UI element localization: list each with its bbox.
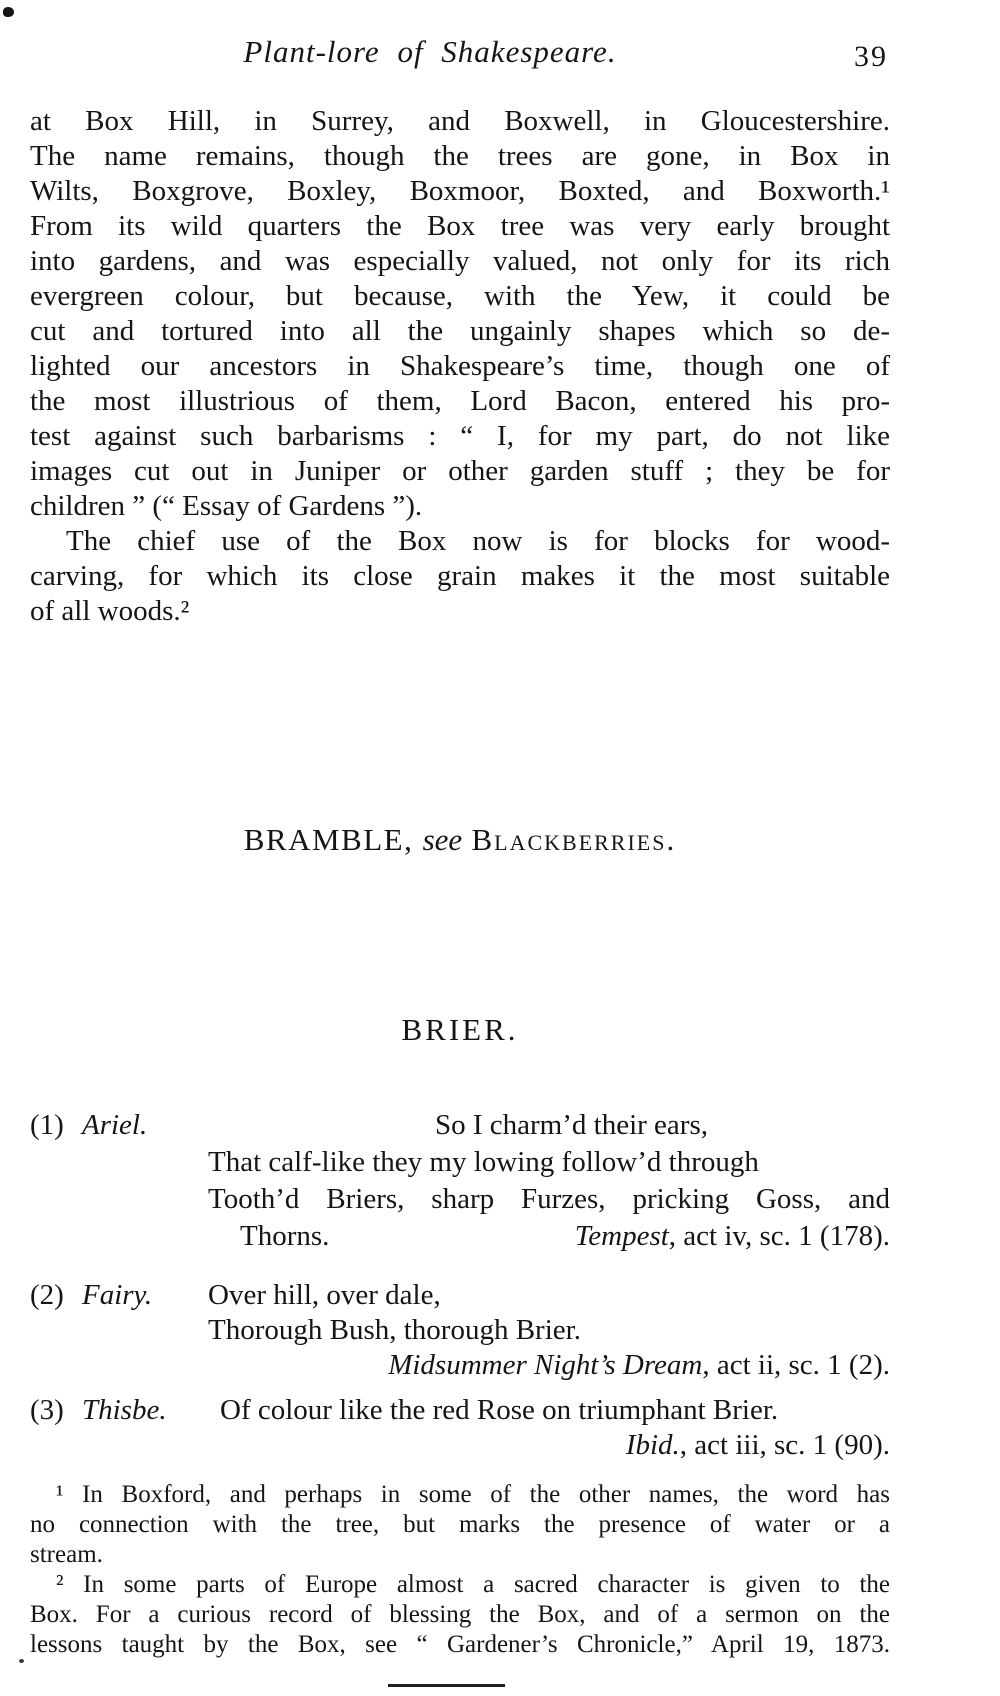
footnote-line: stream. bbox=[30, 1541, 103, 1568]
quote-ariel bbox=[30, 1108, 890, 1256]
bramble-heading bbox=[30, 822, 890, 858]
bramble-heading-name: BRAMBLE, bbox=[243, 822, 414, 857]
bramble-heading-reference: Blackberries. bbox=[471, 822, 677, 857]
text-line: at Box Hill, in Surrey, and Boxwell, in Gloucestershire. bbox=[30, 105, 890, 137]
text-line: the most illustrious of them, Lord Bacon, entered his pro- bbox=[30, 385, 890, 417]
quote-thisbe bbox=[30, 1393, 890, 1463]
body-text bbox=[30, 104, 890, 629]
quote-row bbox=[30, 1182, 890, 1219]
quote-row bbox=[30, 1278, 890, 1313]
citation-source-detail: , act ii, sc. 1 (2). bbox=[702, 1349, 890, 1381]
page-number: 39 bbox=[854, 40, 888, 73]
text-line: Wilts, Boxgrove, Boxley, Boxmoor, Boxted, and Boxworth.¹ bbox=[30, 175, 890, 207]
quote-row bbox=[30, 1108, 890, 1145]
footnote-line: lessons taught by the Box, see “ Gardener’s Chronicle,” April 19, 1873. bbox=[30, 1631, 890, 1658]
quote-citation bbox=[575, 1219, 890, 1254]
quote-line: So I charm’d their ears, bbox=[435, 1109, 708, 1141]
quote-citation bbox=[626, 1428, 890, 1463]
quote-row bbox=[30, 1145, 890, 1182]
footnote-line: no connection with the tree, but marks the presence of water or a bbox=[30, 1511, 890, 1538]
bramble-heading-see: see bbox=[422, 822, 463, 857]
footnotes bbox=[30, 1480, 890, 1660]
quote-speaker: Ariel. bbox=[82, 1109, 148, 1141]
text-line: carving, for which its close grain makes it the most suitable bbox=[30, 560, 890, 592]
text-line: The chief use of the Box now is for blocks for wood- bbox=[66, 525, 890, 557]
text-line: lighted our ancestors in Shakespeare’s time, though one of bbox=[30, 350, 890, 382]
quote-line: That calf-like they my lowing follow’d through bbox=[208, 1146, 759, 1178]
ink-dot bbox=[19, 1659, 24, 1663]
quote-row bbox=[30, 1393, 890, 1428]
quote-speaker: Thisbe. bbox=[82, 1394, 167, 1426]
citation-source-detail: , act iv, sc. 1 (178). bbox=[668, 1220, 890, 1252]
text-line: into gardens, and was especially valued, not only for its rich bbox=[30, 245, 890, 277]
citation-source-title: Tempest bbox=[574, 1220, 669, 1252]
footnote-line: Box. For a curious record of blessing the Box, and of a sermon on the bbox=[30, 1601, 890, 1628]
text-line: The name remains, though the trees are gone, in Box in bbox=[30, 140, 890, 172]
text-line: children ” (“ Essay of Gardens ”). bbox=[30, 490, 423, 522]
scan-artifact-line bbox=[388, 1684, 505, 1687]
text-line: of all woods.² bbox=[30, 595, 190, 627]
footnote-line: ² In some parts of Europe almost a sacred character is given to the bbox=[56, 1571, 890, 1598]
text-line: From its wild quarters the Box tree was very early brought bbox=[30, 210, 890, 242]
text-line: evergreen colour, but because, with the Yew, it could be bbox=[30, 280, 890, 312]
running-header-title: Plant-lore of Shakespeare. bbox=[243, 34, 617, 69]
footnote-line: ¹ In Boxford, and perhaps in some of the other names, the word has bbox=[56, 1481, 890, 1508]
ink-blot bbox=[3, 7, 14, 17]
quote-line: Thorough Bush, thorough Brier. bbox=[208, 1314, 581, 1346]
quote-row bbox=[30, 1428, 890, 1463]
quote-number: (1) bbox=[30, 1109, 64, 1141]
quote-row bbox=[30, 1219, 890, 1256]
citation-source-title: Ibid. bbox=[625, 1429, 680, 1461]
text-line: images cut out in Juniper or other garden stuff ; they be for bbox=[30, 455, 890, 487]
quote-number: (2) bbox=[30, 1279, 64, 1311]
quote-citation bbox=[388, 1348, 890, 1383]
brier-heading: BRIER. bbox=[401, 1012, 519, 1047]
quote-row bbox=[30, 1348, 890, 1383]
citation-source-title: Midsummer Night’s Dream bbox=[388, 1349, 703, 1381]
quote-row bbox=[30, 1313, 890, 1348]
quote-line: Over hill, over dale, bbox=[208, 1279, 441, 1311]
citation-source-detail: , act iii, sc. 1 (90). bbox=[679, 1429, 890, 1461]
quote-speaker: Fairy. bbox=[82, 1279, 153, 1311]
quote-fairy bbox=[30, 1278, 890, 1383]
quote-number: (3) bbox=[30, 1394, 64, 1426]
quote-line: Of colour like the red Rose on triumphant Brier. bbox=[220, 1394, 779, 1426]
text-line: cut and tortured into all the ungainly shapes which so de- bbox=[30, 315, 890, 347]
quote-line: Tooth’d Briers, sharp Furzes, pricking Goss, and bbox=[208, 1183, 890, 1215]
text-line: test against such barbarisms : “ I, for my part, do not like bbox=[30, 420, 890, 452]
quote-line: Thorns. bbox=[240, 1220, 330, 1252]
